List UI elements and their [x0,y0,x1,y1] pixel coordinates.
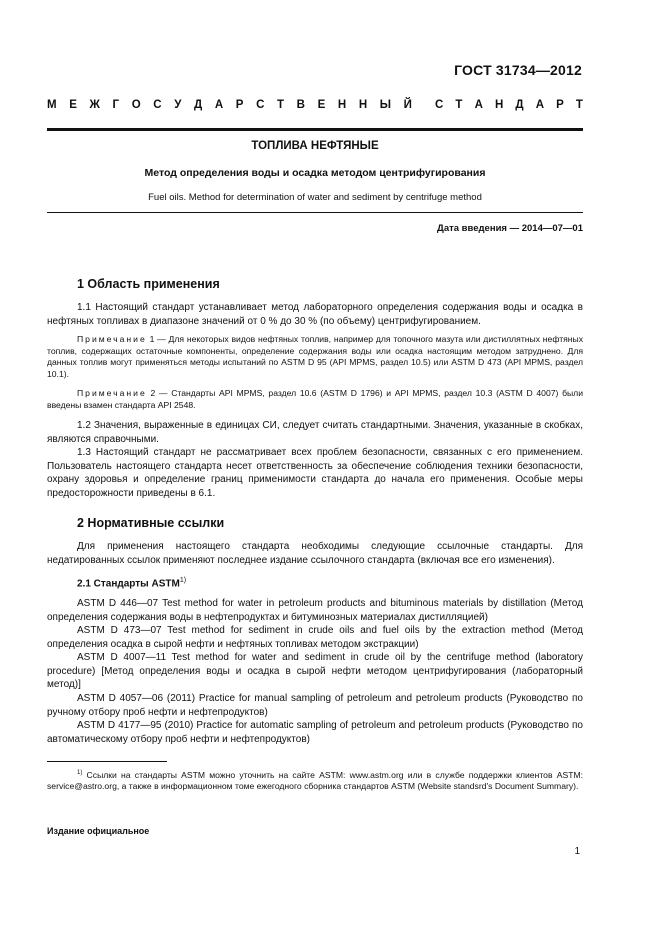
page-number: 1 [574,846,580,857]
banner-letter: А [535,99,545,111]
banner-word-standard [435,99,583,111]
banner-letter: В [296,99,305,111]
banner-letter: Г [112,99,120,111]
banner-letter: Т [455,99,463,111]
banner-letter: С [153,99,162,111]
reference-astm-d4177: ASTM D 4177—95 (2010) Practice for automatic sampling of petroleum and petroleum products (Руководство по автоматическому отбору проб нефти и нефтепродуктов) [47,720,583,745]
standard-code: ГОСТ 31734—2012 [454,62,582,78]
banner-letter: Е [69,99,77,111]
banner-letter: У [174,99,182,111]
note-2-text: 2 — Стандарты API MPMS, раздел 10.6 (ASTM D 1796) и API MPMS, раздел 10.3 (ASTM D 4007) были введены взамен стандарта API 2548. [47,388,583,410]
banner-letter: А [214,99,224,111]
banner-letter: О [131,99,141,111]
banner-letter: Й [403,99,412,111]
note-2 [47,388,583,411]
header-rule [47,128,583,131]
banner-letter: Н [337,99,347,111]
banner-letter: Д [194,99,203,111]
banner-letter: Р [556,99,564,111]
banner-letter: Д [515,99,524,111]
reference-astm-d4057: ASTM D 4057—06 (2011) Practice for manual sampling of petroleum and petroleum products (Руководство по ручному отбору проб нефти и нефтепродуктов) [47,693,583,718]
paragraph-1-1: 1.1 Настоящий стандарт устанавливает метод лабораторного определения содержания воды и осадка в нефтяных топливах в диапазоне значений от 0 % до 30 % (по объему) центрифугированием. [47,302,583,327]
banner-letter: Т [575,99,583,111]
footnote-mark: 1) [77,770,83,776]
subsection-2-1-title: 2.1 Стандарты ASTM [77,578,180,590]
note-1-text: 1 — Для некоторых видов нефтяных топлив, например для топочного мазута или дистиллятных нефтяных топлив, содержащих остаточные компоненты, определение содержания воды или осадка настоящим методом затруднено. Для данных топлив могут применяться методы испытаний по ASTM D 95 (API MPMS, раздел 10.5) или ASTM D 473 (API MPMS, раздел 10.1). [47,334,584,379]
banner-word-interstate [47,99,412,111]
reference-astm-d4007: ASTM D 4007—11 Test method for water and sediment in crude oil by the centrifuge method (laboratory procedure) [Метод определения воды и осадка в сырой нефти методом центрифугирования (лабораторный метод)] [47,652,583,691]
title-rule [47,212,583,213]
document-title: ТОПЛИВА НЕФТЯНЫЕ [251,140,379,152]
footnote [47,768,583,793]
note-2-label: Примечание [77,388,147,398]
footnote-separator [47,761,167,762]
paragraph-1-2: 1.2 Значения, выраженные в единицах СИ, следует считать стандартными. Значения, указанные в скобках, являются справочными. [47,420,583,445]
document-subtitle: Метод определения воды и осадка методом центрифугирования [144,167,486,179]
footnote-ref-mark: 1) [179,577,187,584]
banner-letter: Ы [379,99,392,111]
footnote-text: Ссылки на стандарты ASTM можно уточнить на сайте ASTM: www.astm.org или в службе поддержки клиентов ASTM: service@astro.org, а также в информационном томе ежегодного сборника стандартов ASTM (Website standsrd's Document Summary). [47,769,583,792]
introduction-date: Дата введения — 2014—07—01 [437,223,583,234]
reference-astm-d446: ASTM D 446—07 Test method for water in petroleum products and bituminous materials by distillation (Метод определения содержания воды в нефтепродуктах и битуминозных материалах дистилляцией) [47,598,583,623]
note-1 [47,334,583,380]
section-2-intro: Для применения настоящего стандарта необходимы следующие ссылочные стандарты. Для недатированных ссылок применяют последнее издание ссылочного стандарта (включая все его изменения). [47,541,583,566]
section-2-heading: 2 Нормативные ссылки [77,516,225,530]
banner-letter: Р [235,99,244,111]
section-1-heading: 1 Область применения [77,277,220,291]
banner-letter: М [47,99,57,111]
banner-letter: С [256,99,265,111]
banner-letter: Ж [89,99,100,111]
banner-letter: А [474,99,483,111]
note-1-label: Примечание [77,334,147,344]
interstate-standard-banner [47,99,583,111]
subsection-2-1-heading [77,577,186,589]
banner-letter: Н [494,99,504,111]
banner-letter: Е [317,99,326,111]
document-title-english: Fuel oils. Method for determination of water and sediment by centrifuge method [148,192,482,203]
reference-astm-d473: ASTM D 473—07 Test method for sediment in crude oils and fuel oils by the extraction method (Метод определения осадка в сырой нефти и нефтяных топливах методом экстракции) [47,625,583,650]
official-edition-label: Издание официальное [47,826,150,836]
banner-letter: Н [358,99,368,111]
banner-letter: С [435,99,444,111]
paragraph-1-3: 1.3 Настоящий стандарт не рассматривает всех проблем безопасности, связанных с его применением. Пользователь настоящего стандарта несет ответственность за обеспечение соблюдения техники безопасности, охрану здоровья и определение границ применимости стандарта до начала его применения. Особые меры предосторожности приведены в 6.1. [47,447,583,499]
banner-letter: Т [277,99,285,111]
